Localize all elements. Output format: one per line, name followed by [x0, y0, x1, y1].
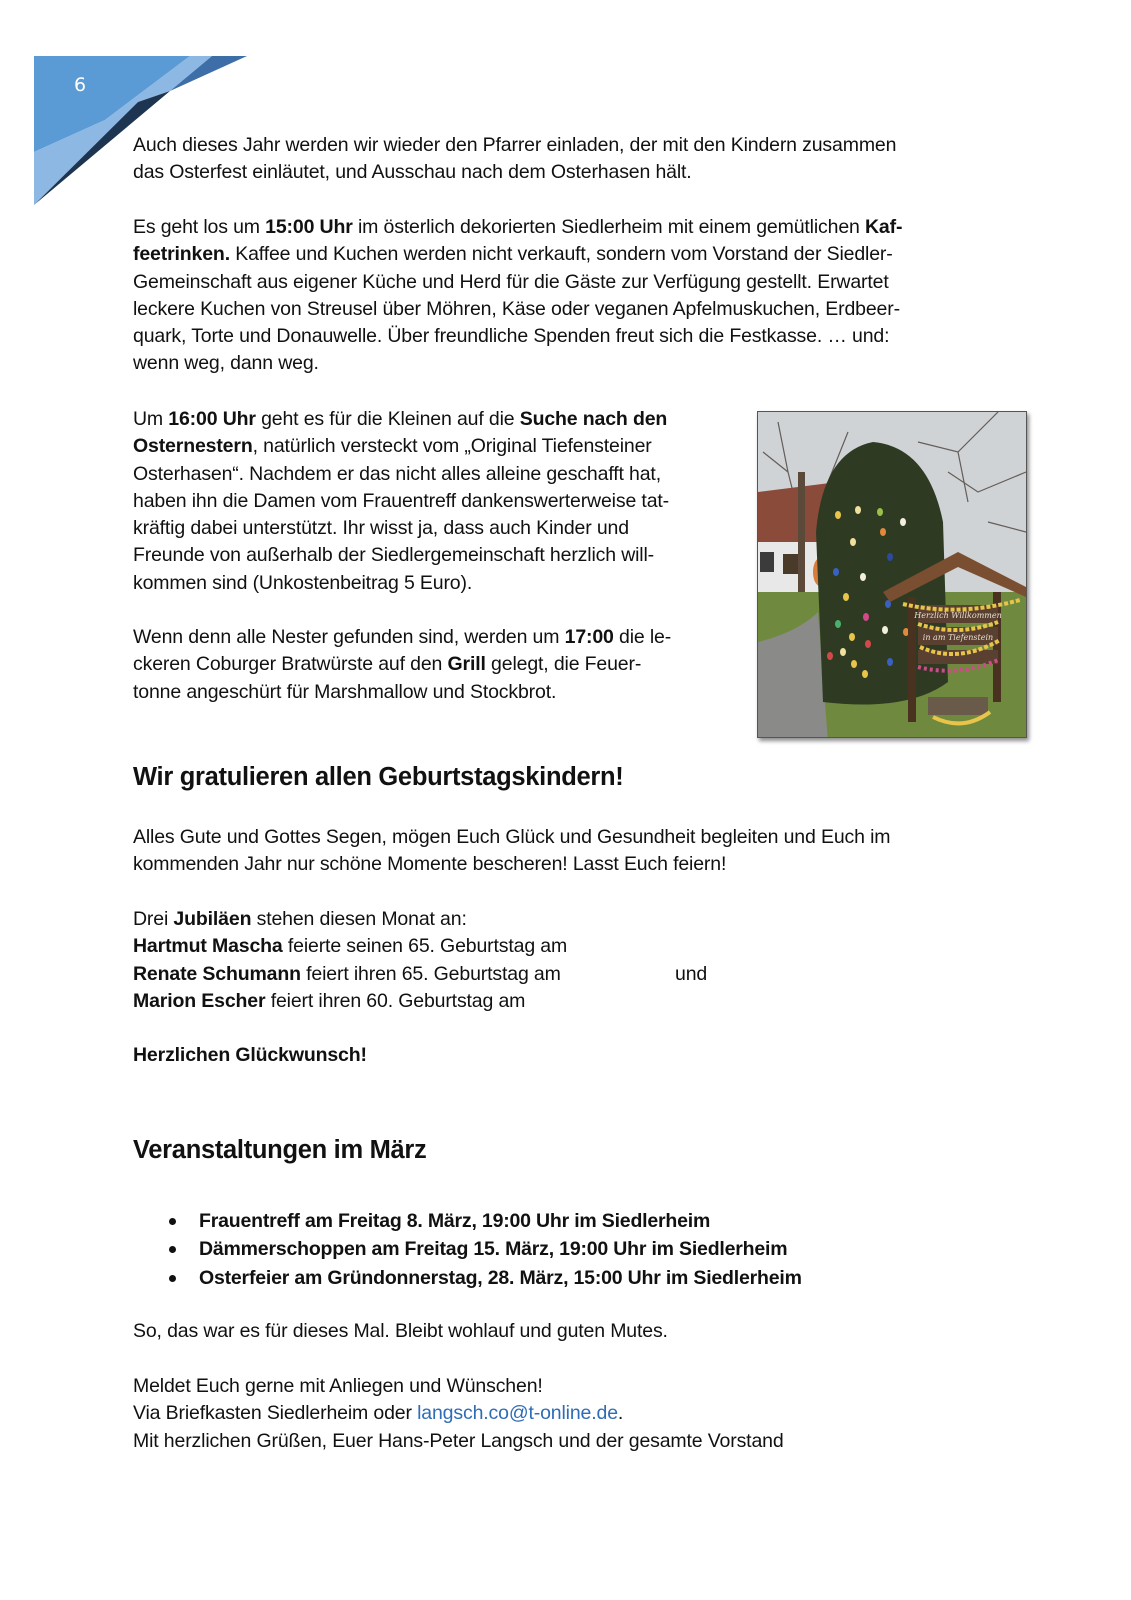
intro-paragraph: [133, 132, 896, 187]
jubilees-intro: [133, 906, 567, 933]
congratulations: [133, 1042, 367, 1069]
event-text: Dämmerschoppen am Freitag 15. März, 19:00 Uhr im Siedlerheim: [199, 1238, 788, 1261]
kaffee-line: quark, Torte und Donauwelle. Über freundliche Spenden freut sich die Festkasse. … und:: [133, 325, 890, 348]
sign-text: in am Tiefenstein: [922, 633, 994, 642]
person-name: Renate Schumann: [133, 962, 301, 985]
suche-paragraph: [133, 406, 669, 597]
kaffee-line: [133, 241, 902, 268]
text-run: die le-: [613, 626, 672, 648]
event-item: [133, 1264, 802, 1292]
event-text: Osterfeier am Gründonnerstag, 28. März, 15:00 Uhr im Siedlerheim: [199, 1266, 802, 1289]
event-item: [133, 1207, 802, 1235]
wish-line: Alles Gute und Gottes Segen, mögen Euch Glück und Gesundheit begleiten und Euch im: [133, 826, 891, 848]
text-run: Um: [133, 408, 169, 430]
time-highlight: 16:00 Uhr: [168, 408, 256, 430]
event-text: Frauentreff am Freitag 8. März, 19:00 Uhr im Siedlerheim: [199, 1210, 711, 1232]
events-heading: Veranstaltungen im März: [133, 1136, 427, 1164]
kaffee-line: Gemeinschaft aus eigener Küche und Herd für die Gäste zur Verfügung gestellt. Erwartet: [133, 270, 889, 293]
text-run: im österlich dekorierten Siedlerheim mit einem gemütlichen: [352, 216, 865, 238]
contact-block: [133, 1373, 784, 1455]
suche-line: kommen sind (Unkostenbeitrag 5 Euro).: [133, 571, 473, 594]
bold-run: Jubiläen: [173, 908, 252, 930]
photo-illustration: [758, 412, 1026, 737]
text-run: .: [617, 1402, 624, 1425]
grill-line: [133, 624, 671, 651]
event-item: [133, 1235, 802, 1263]
bold-run: Grill: [447, 653, 486, 676]
text-run: Kaffee und Kuchen werden nicht verkauft, sondern vom Vorstand der Siedler-: [229, 243, 893, 266]
birthday-wishes: [133, 824, 890, 879]
kaffee-paragraph: [133, 214, 902, 378]
kaffee-line: wenn weg, dann weg.: [133, 352, 319, 375]
events-list: [133, 1207, 802, 1292]
text-run: Es geht los um: [133, 216, 266, 238]
signature-text: Mit herzlichen Grüßen, Euer Hans-Peter Langsch und der gesamte Vorstand: [133, 1429, 784, 1452]
text-run: stehen diesen Monat an:: [251, 908, 467, 930]
bold-run: Suche nach den: [519, 408, 668, 430]
page-corner-decoration: [0, 0, 260, 220]
grill-line: [133, 651, 671, 678]
bold-run: Kaf-: [865, 216, 903, 238]
easter-decoration-photo: [757, 411, 1027, 738]
text-run: Wenn denn alle Nester gefunden sind, werden um: [133, 626, 565, 648]
wish-line: kommenden Jahr nur schöne Momente bescheren! Lasst Euch feiern!: [133, 853, 727, 876]
jubilee-text: feiert ihren 60. Geburtstag am: [265, 989, 526, 1012]
suche-line: haben ihn die Damen vom Frauentreff dankenswerterweise tat-: [133, 489, 669, 512]
jubilee-entry: [133, 988, 567, 1015]
tree-trunk: [798, 472, 805, 597]
grill-line: tonne angeschürt für Marshmallow und Stockbrot.: [133, 680, 557, 703]
text-run: Via Briefkasten Siedlerheim oder: [133, 1402, 418, 1425]
person-name: Marion Escher: [133, 989, 266, 1012]
suche-line: [133, 433, 669, 460]
intro-line: Auch dieses Jahr werden wir wieder den Pfarrer einladen, der mit den Kindern zusammen: [133, 134, 897, 156]
suche-line: [133, 406, 669, 433]
page-number: 6: [74, 74, 87, 96]
closing-line: [133, 1318, 668, 1345]
suche-line: Freunde von außerhalb der Siedlergemeinschaft herzlich will-: [133, 544, 655, 567]
kaffee-line: leckere Kuchen von Streusel über Möhren, Käse oder veganen Apfelmuskuchen, Erdbeer-: [133, 297, 900, 320]
grill-paragraph: [133, 624, 671, 706]
text-run: geht es für die Kleinen auf die: [255, 408, 520, 430]
bold-run: Osternestern: [133, 435, 253, 458]
birthday-heading: Wir gratulieren allen Geburtstagskindern!: [133, 763, 624, 791]
kaffee-line: [133, 214, 902, 241]
email-link[interactable]: langsch.co@t-online.de: [417, 1402, 618, 1425]
text-run: , natürlich versteckt vom „Original Tiefensteiner: [252, 435, 652, 458]
text-run: Drei: [133, 908, 174, 930]
time-highlight: 15:00 Uhr: [265, 216, 353, 238]
jubilee-text: feiert ihren 65. Geburtstag am: [300, 962, 561, 985]
text-run: gelegt, die Feuer-: [485, 653, 642, 676]
jubilee-text: feierte seinen 65. Geburtstag am: [282, 935, 568, 958]
time-highlight: 17:00: [564, 626, 614, 648]
jubilee-entry: [133, 961, 708, 988]
person-name: Hartmut Mascha: [133, 935, 283, 958]
bullet-icon: [169, 1275, 176, 1282]
bullet-icon: [169, 1218, 176, 1225]
jubilees-block: [133, 906, 708, 1015]
suche-line: Osterhasen“. Nachdem er das nicht alles alleine geschafft hat,: [133, 462, 661, 485]
text-run: ckeren Coburger Bratwürste auf den: [133, 653, 448, 676]
congrats-text: Herzlichen Glückwunsch!: [133, 1044, 367, 1066]
intro-line: das Osterfest einläutet, und Ausschau nach dem Osterhasen hält.: [133, 161, 692, 184]
jubilee-conjunction: und: [675, 962, 708, 985]
suche-line: kräftig dabei unterstützt. Ihr wisst ja, dass auch Kinder und: [133, 517, 629, 540]
contact-text: Meldet Euch gerne mit Anliegen und Wünschen!: [133, 1375, 543, 1397]
closing-text: So, das war es für dieses Mal. Bleibt wohlauf und guten Mutes.: [133, 1320, 668, 1342]
sign-text: Herzlich Willkommen: [914, 611, 1002, 620]
contact-line: [133, 1400, 784, 1427]
bullet-icon: [169, 1246, 176, 1253]
jubilee-entry: [133, 933, 567, 960]
bold-run: feetrinken.: [133, 243, 230, 266]
